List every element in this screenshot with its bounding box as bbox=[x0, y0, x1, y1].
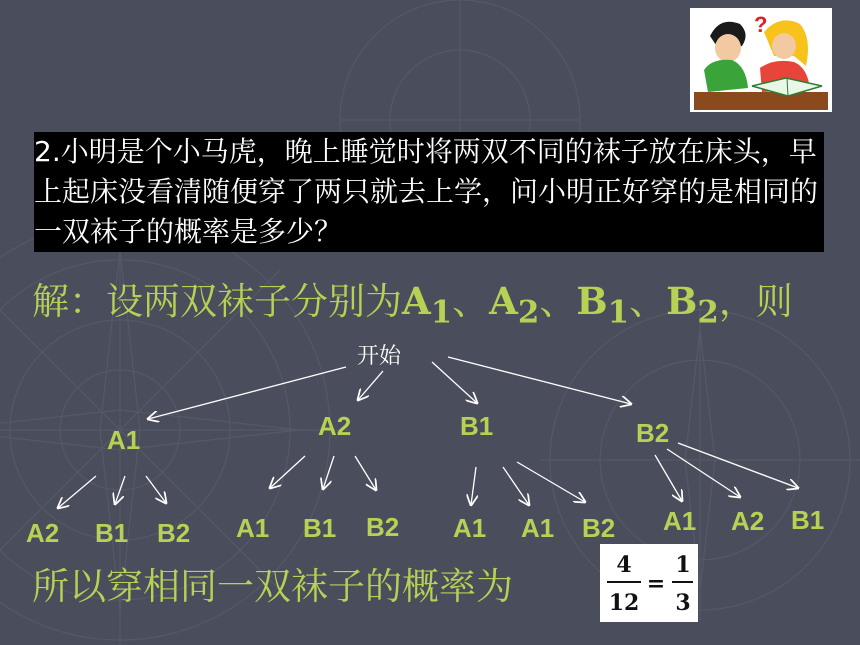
fraction1-numerator: 4 bbox=[616, 552, 632, 578]
node-b2: B2 bbox=[636, 418, 670, 448]
fraction2-denominator: 3 bbox=[675, 590, 691, 616]
leaf-a1-3: B2 bbox=[157, 518, 191, 548]
solution-line: 解：设两双袜子分别为$A_1$、$A_2$、$B_1$、$B_2$，则 bbox=[32, 279, 793, 331]
edge-root-b2 bbox=[448, 357, 631, 404]
leaf-b1-3: B2 bbox=[582, 513, 616, 543]
node-b1: B1 bbox=[460, 411, 494, 441]
edge-b1-b2 bbox=[517, 462, 585, 502]
equals-sign: = bbox=[646, 571, 666, 597]
edge-b2-a2 bbox=[667, 449, 740, 497]
edge-root-a1 bbox=[148, 367, 346, 419]
leaf-a2-2: B1 bbox=[303, 513, 337, 543]
leaf-b1-2: A1 bbox=[521, 513, 555, 543]
fraction1-denominator: 12 bbox=[608, 590, 640, 616]
sock-b1: $B_1$ bbox=[576, 279, 630, 331]
node-a1: A1 bbox=[107, 425, 141, 455]
leaf-a1-1: A2 bbox=[26, 518, 60, 548]
node-a2: A2 bbox=[318, 411, 352, 441]
edge-a2-b2 bbox=[355, 456, 376, 490]
sock-b2: $B_2$ bbox=[666, 279, 719, 331]
edge-root-a2 bbox=[358, 371, 383, 400]
conclusion-text: 所以穿相同一双袜子的概率为 bbox=[32, 565, 513, 608]
edge-b2-b1 bbox=[678, 443, 798, 488]
probability-formula bbox=[600, 544, 698, 622]
edge-a1-b1 bbox=[115, 476, 125, 504]
leaf-b1-1: A1 bbox=[453, 513, 487, 543]
edge-b1-a1b bbox=[503, 467, 529, 505]
question-text: 2.小明是个小马虎，晚上睡觉时将两双不同的袜子放在床头，早上起床没看清随便穿了两只就去上学，问小明正好穿的是相同的一双袜子的概率是多少？ bbox=[34, 132, 824, 252]
leaf-a1-2: B1 bbox=[95, 518, 129, 548]
edge-a1-a2 bbox=[58, 476, 96, 508]
tree-root: 开始 bbox=[357, 343, 402, 368]
edge-a2-a1 bbox=[270, 456, 305, 488]
fraction2-numerator: 1 bbox=[675, 552, 691, 578]
leaf-b2-3: B1 bbox=[791, 505, 825, 535]
edge-b2-a1 bbox=[655, 455, 682, 501]
leaf-b2-2: A2 bbox=[731, 506, 765, 536]
leaf-a2-3: B2 bbox=[366, 512, 400, 542]
solution-suffix: ，则 bbox=[718, 280, 793, 323]
sock-a1: $A_1$ bbox=[402, 279, 453, 331]
leaf-a2-1: A1 bbox=[236, 513, 270, 543]
sock-a2: $A_2$ bbox=[489, 279, 540, 331]
edge-b1-a1 bbox=[471, 467, 476, 505]
edge-a2-b1 bbox=[323, 456, 334, 489]
edge-a1-b2 bbox=[146, 476, 166, 503]
svg-text:?: ? bbox=[754, 12, 768, 37]
edge-root-b1 bbox=[432, 362, 477, 403]
leaf-b2-1: A1 bbox=[663, 506, 697, 536]
solution-prefix: 解：设两双袜子分别为 bbox=[32, 280, 402, 323]
